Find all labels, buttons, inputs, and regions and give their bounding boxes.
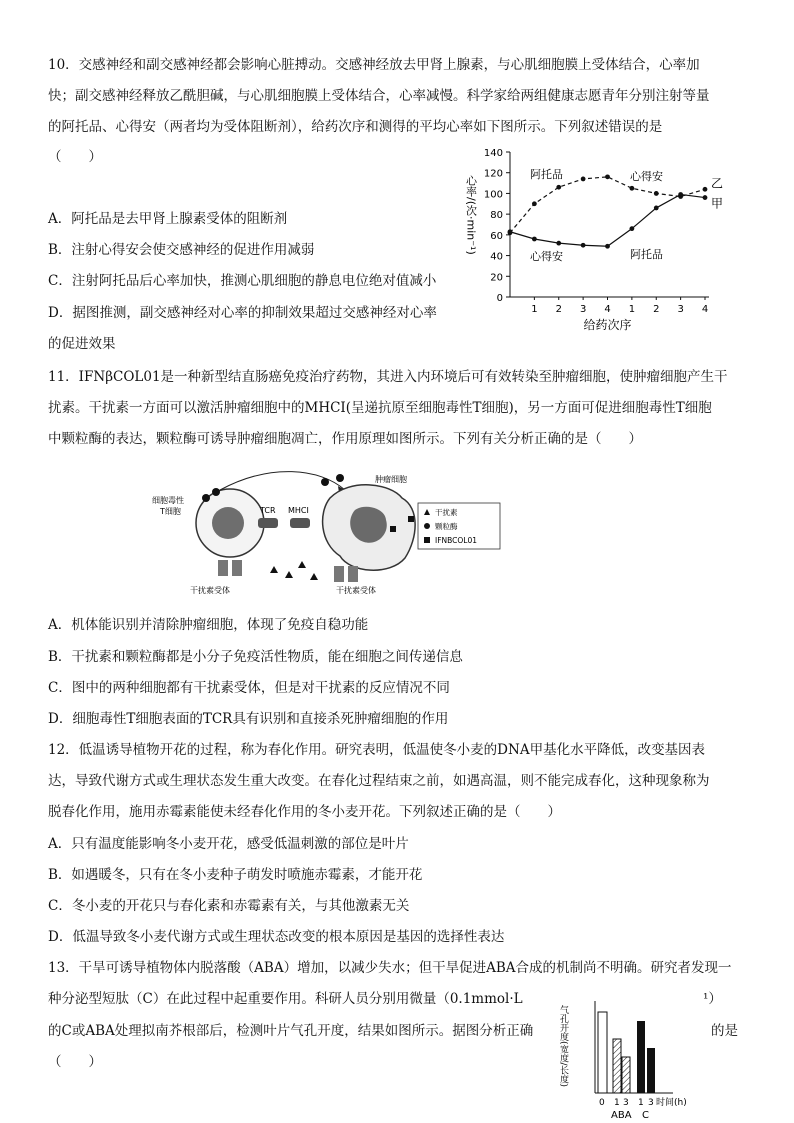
receptor (348, 566, 358, 582)
q10-option-c: C．注射阿托品后心率加快，推测心肌细胞的静息电位绝对值减小 (48, 273, 437, 289)
y-tick-label: 0 (496, 293, 503, 304)
data-point (703, 187, 708, 192)
data-point (605, 174, 610, 179)
legend-item: 颗粒酶 (435, 522, 458, 531)
q11-option-a: A．机体能识别并清除肿瘤细胞，体现了免疫自稳功能 (48, 617, 369, 633)
q12-option-c: C．冬小麦的开花只与春化素和赤霉素有关，与其他激素无关 (48, 898, 410, 914)
series-line-jia (510, 194, 705, 246)
bar-tick: 1 (614, 1098, 620, 1108)
series-label: 甲 (711, 196, 724, 211)
interferon-triangle (298, 561, 306, 568)
receptor (218, 560, 228, 576)
q11-stem-line-1: 11．IFNβCOL01是一种新型结直肠癌免疫治疗药物，其进入内环境后可有效转染至肿瘤细胞，使肿瘤细胞产生干 (48, 369, 728, 385)
q11-stem-line-3: 中颗粒酶的表达，颗粒酶可诱导肿瘤细胞凋亡，作用原理如图所示。下列有关分析正确的是（ ） (48, 431, 642, 447)
bar-c-1h (637, 1021, 645, 1093)
x-tick-label: 3 (677, 304, 684, 315)
receptor-label-2: 干扰素受体 (336, 586, 376, 595)
bar-group-c: C (642, 1110, 649, 1121)
y-tick-label: 120 (483, 168, 503, 180)
interferon-triangle (270, 566, 278, 573)
series-label: 乙 (711, 176, 724, 191)
y-tick-label: 100 (483, 189, 503, 201)
bar-c-3h (647, 1048, 655, 1093)
heart-rate-chart (455, 140, 735, 340)
q13-stem-line-1: 13．干旱可诱导植物体内脱落酸（ABA）增加，以减少失水；但干旱促进ABA合成的机制尚不明确。研究者发现一 (48, 960, 732, 976)
series-line-yi (510, 177, 705, 233)
data-point (678, 192, 683, 197)
bar-aba-3h (622, 1057, 630, 1093)
q12-option-b: B．如遇暖冬，只有在冬小麦种子萌发时喷施赤霉素，才能开花 (48, 867, 423, 883)
q10-stem-line-3: 的阿托品、心得安（两者均为受体阻断剂），给药次序和测得的平均心率如下图所示。下列叙述错误的是 (48, 119, 663, 135)
x-tick-label: 3 (579, 304, 587, 315)
q12-stem-line-2: 达，导致代谢方式或生理状态发生重大改变。在春化过程结束之前，如遇高温，则不能完成春化，这种现象称为 (48, 773, 710, 789)
q12-stem-line-3: 脱春化作用，施用赤霉素能使未经春化作用的冬小麦开花。下列叙述正确的是（ ） (48, 804, 561, 820)
q10-option-b: B．注射心得安会使交感神经的促进作用减弱 (48, 242, 315, 258)
q13-stem-line-2-tail: ¹） (703, 991, 722, 1007)
data-point (629, 186, 634, 191)
mhc-label: MHCⅠ (288, 506, 309, 515)
y-tick-label: 140 (483, 148, 503, 159)
q10-option-a: A．阿托品是去甲肾上腺素受体的阻断剂 (48, 211, 288, 227)
x-axis-label: 给药次序 (583, 318, 632, 332)
y-tick-label: 60 (490, 230, 503, 242)
tcr-label: TCR (260, 506, 276, 515)
data-point (581, 243, 586, 248)
legend-dot-icon (424, 523, 430, 529)
x-tick-label: 2 (653, 304, 660, 315)
bar-ylabel: 气孔开度(宽度/长度) (558, 1005, 568, 1088)
data-point (556, 241, 561, 246)
bar-tick: 3 (623, 1098, 629, 1108)
granzyme-dot (212, 488, 220, 496)
q10-option-d-cont: 的促进效果 (48, 336, 116, 352)
mhc-molecule (290, 518, 310, 528)
y-axis-label: 心率/(次·min⁻¹) (464, 175, 478, 255)
t-cell-label-2: T细胞 (160, 507, 181, 516)
tcr-receptor (258, 518, 278, 528)
x-tick-label: 4 (701, 304, 709, 315)
x-tick-label: 4 (604, 304, 611, 315)
receptor (232, 560, 242, 576)
bar-group-aba: ABA (611, 1110, 632, 1121)
q12-option-a: A．只有温度能影响冬小麦开花，感受低温刺激的部位是叶片 (48, 836, 409, 852)
q12-option-d: D．低温导致冬小麦代谢方式或生理状态改变的根本原因是基因的选择性表达 (48, 929, 505, 945)
data-point (581, 177, 586, 182)
bar-aba-1h (613, 1039, 621, 1093)
interferon-triangle (285, 571, 293, 578)
t-cell-label-1: 细胞毒性 (152, 496, 184, 505)
bar-tick: 1 (638, 1098, 644, 1108)
data-point (605, 244, 610, 249)
x-tick-label: 2 (555, 304, 562, 315)
chart-annotation: 阿托品 (630, 248, 663, 261)
legend-square-icon (424, 537, 430, 543)
data-point (629, 226, 634, 231)
q11-option-b: B．干扰素和颗粒酶都是小分子免疫活性物质，能在细胞之间传递信息 (48, 649, 463, 665)
q10-stem-line-2: 快；副交感神经释放乙酰胆碱，与心肌细胞膜上受体结合，心率减慢。科学家给两组健康志愿青年分别注射等量 (48, 88, 710, 104)
data-point (703, 195, 708, 200)
q10-stem-line-1: 10．交感神经和副交感神经都会影响心脏搏动。交感神经放去甲肾上腺素，与心肌细胞膜上受体结合，心率加 (48, 57, 700, 73)
legend-item: IFNBCOL01 (435, 536, 478, 545)
q10-answer-bracket: （ ） (48, 149, 102, 165)
t-cell-nucleus (212, 507, 244, 539)
granzyme-dot (336, 474, 344, 482)
data-point (654, 191, 659, 196)
bar-tick: 0 (599, 1098, 605, 1108)
q11-option-d: D．细胞毒性T细胞表面的TCR具有识别和直接杀死肿瘤细胞的作用 (48, 711, 449, 727)
bar-tick: 3 (648, 1098, 654, 1108)
data-point (532, 201, 537, 206)
bar-aba-0h (598, 1012, 607, 1093)
bar-xlabel: 时间(h) (656, 1098, 687, 1108)
receptor (334, 566, 344, 582)
data-point (556, 185, 561, 190)
data-point (508, 229, 513, 234)
data-point (654, 206, 659, 211)
q11-option-c: C．图中的两种细胞都有干扰素受体，但是对干扰素的反应情况不同 (48, 680, 450, 696)
mechanism-diagram (150, 468, 510, 598)
q10-option-d: D．据图推测，副交感神经对心率的抑制效果超过交感神经对心率 (48, 305, 437, 321)
data-point (532, 237, 537, 242)
x-tick-label: 1 (531, 304, 538, 315)
granzyme-dot (202, 494, 210, 502)
q13-stem-line-2: 种分泌型短肽（C）在此过程中起重要作用。科研人员分别用微量（0.1mmol·L (48, 991, 523, 1007)
y-tick-label: 20 (490, 272, 503, 284)
legend-item: 干扰素 (435, 508, 458, 517)
y-tick-label: 40 (490, 251, 503, 263)
q13-stem-line-3: 的C或ABA处理拟南芥根部后，检测叶片气孔开度，结果如图所示。据图分析正确 (48, 1023, 534, 1039)
granzyme-dot (321, 478, 329, 486)
ifnbcol01-square (390, 526, 396, 532)
ifnbcol01-square (408, 516, 414, 522)
y-tick-label: 80 (490, 210, 503, 222)
q13-answer-bracket: （ ） (48, 1054, 102, 1070)
chart-annotation: 心得安 (530, 250, 563, 263)
stomatal-bar-chart (555, 993, 705, 1121)
interferon-triangle (310, 573, 318, 580)
q12-stem-line-1: 12．低温诱导植物开花的过程，称为春化作用。研究表明，低温使冬小麦的DNA甲基化水平降低，改变基因表 (48, 742, 706, 758)
x-tick-label: 1 (628, 304, 636, 315)
q13-stem-line-3-tail: 的是 (711, 1023, 738, 1039)
receptor-label-1: 干扰素受体 (190, 586, 230, 595)
tumor-label: 肿瘤细胞 (375, 475, 407, 484)
chart-annotation: 心得安 (630, 170, 663, 183)
q11-stem-line-2: 扰素。干扰素一方面可以激活肿瘤细胞中的MHCⅠ(呈递抗原至细胞毒性T细胞)，另一方面可促进细胞毒性T细胞 (48, 400, 712, 416)
chart-annotation: 阿托品 (530, 168, 563, 181)
